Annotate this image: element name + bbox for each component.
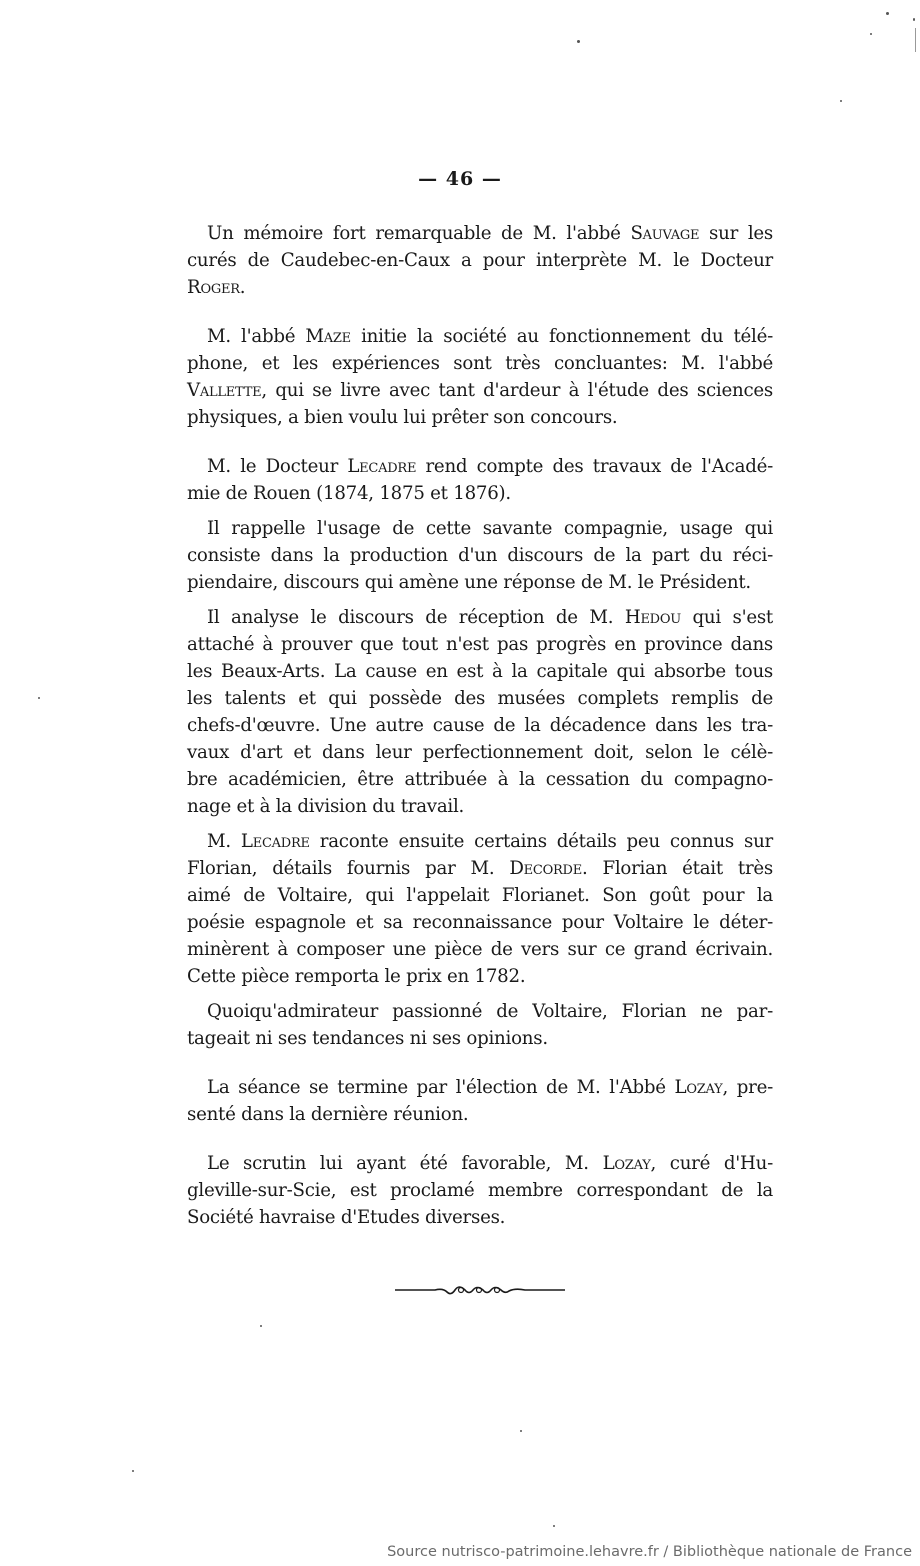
text-line: les talents et qui possède des musées complets remplis de [187, 688, 773, 709]
paragraph [187, 220, 773, 301]
paragraph [187, 604, 773, 820]
text-line: M. le Docteur Lecadre rend compte des travaux de l'Acadé- [207, 456, 773, 477]
text-line: Vallette, qui se livre avec tant d'ardeur à l'étude des sciences [187, 380, 773, 401]
text-line: mie de Rouen (1874, 1875 et 1876). [187, 483, 511, 504]
text-line: poésie espagnole et sa reconnaissance pour Voltaire le déter- [187, 912, 773, 933]
text-line: aimé de Voltaire, qui l'appelait Florianet. Son goût pour la [187, 885, 773, 906]
text-line: M. l'abbé Maze initie la société au fonctionnement du télé- [207, 326, 773, 347]
paragraph [187, 323, 773, 431]
text-line: Le scrutin lui ayant été favorable, M. Lozay, curé d'Hu- [207, 1153, 773, 1174]
text-line: La séance se termine par l'élection de M. l'Abbé Lozay, pre- [207, 1077, 773, 1098]
source-credit: Source nutrisco-patrimoine.lehavre.fr / Bibliothèque nationale de France [387, 1544, 912, 1560]
text-line: Cette pièce remporta le prix en 1782. [187, 966, 526, 987]
text-line: bre académicien, être attribuée à la cessation du compagno- [187, 769, 773, 790]
paragraph [187, 515, 773, 596]
paragraph [187, 1150, 773, 1231]
scan-speck [38, 697, 40, 699]
scan-speck [870, 33, 872, 35]
scan-speck [132, 1470, 134, 1472]
text-line: phone, et les expériences sont très concluantes: M. l'abbé [187, 353, 773, 374]
page-number: — 46 — [418, 168, 502, 190]
scan-speck [260, 1325, 262, 1327]
scan-speck [840, 100, 842, 102]
text-line: physiques, a bien voulu lui prêter son concours. [187, 407, 618, 428]
scan-speck [915, 28, 916, 52]
text-line: les Beaux-Arts. La cause en est à la capitale qui absorbe tous [187, 661, 773, 682]
scan-speck [886, 12, 889, 15]
text-line: Quoiqu'admirateur passionné de Voltaire, Florian ne par- [207, 1001, 773, 1022]
text-line: minèrent à composer une pièce de vers sur ce grand écrivain. [187, 939, 773, 960]
scan-speck [553, 1525, 555, 1527]
fleuron-divider-icon [395, 1280, 565, 1300]
text-line: curés de Caudebec-en-Caux a pour interprète M. le Docteur [187, 250, 773, 271]
text-line: vaux d'art et dans leur perfectionnement doit, selon le célè- [187, 742, 773, 763]
text-line: Il analyse le discours de réception de M. Hedou qui s'est [207, 607, 773, 628]
paragraph [187, 1074, 773, 1128]
text-line: Il rappelle l'usage de cette savante compagnie, usage qui [207, 518, 773, 539]
paragraph [187, 998, 773, 1052]
text-line: nage et à la division du travail. [187, 796, 465, 817]
text-line: Florian, détails fournis par M. Decorde. Florian était très [187, 858, 773, 879]
text-line: piendaire, discours qui amène une réponse de M. le Président. [187, 572, 751, 593]
scan-speck [913, 18, 915, 21]
text-line: senté dans la dernière réunion. [187, 1104, 469, 1125]
text-line: gleville-sur-Scie, est proclamé membre correspondant de la [187, 1180, 773, 1201]
text-line: Roger. [187, 277, 246, 298]
text-line: Société havraise d'Etudes diverses. [187, 1207, 506, 1228]
text-line: Un mémoire fort remarquable de M. l'abbé Sauvage sur les [207, 223, 774, 244]
scan-speck [577, 40, 580, 43]
paragraph [187, 828, 773, 990]
text-line: attaché à prouver que tout n'est pas progrès en province dans [187, 634, 773, 655]
text-line: chefs-d'œuvre. Une autre cause de la décadence dans les tra- [187, 715, 773, 736]
text-line: consiste dans la production d'un discours de la part du réci- [187, 545, 773, 566]
text-line: tageait ni ses tendances ni ses opinions. [187, 1028, 548, 1049]
body-text [187, 220, 773, 1231]
text-line: M. Lecadre raconte ensuite certains détails peu connus sur [207, 831, 774, 852]
paragraph [187, 453, 773, 507]
scan-speck [520, 1430, 522, 1432]
